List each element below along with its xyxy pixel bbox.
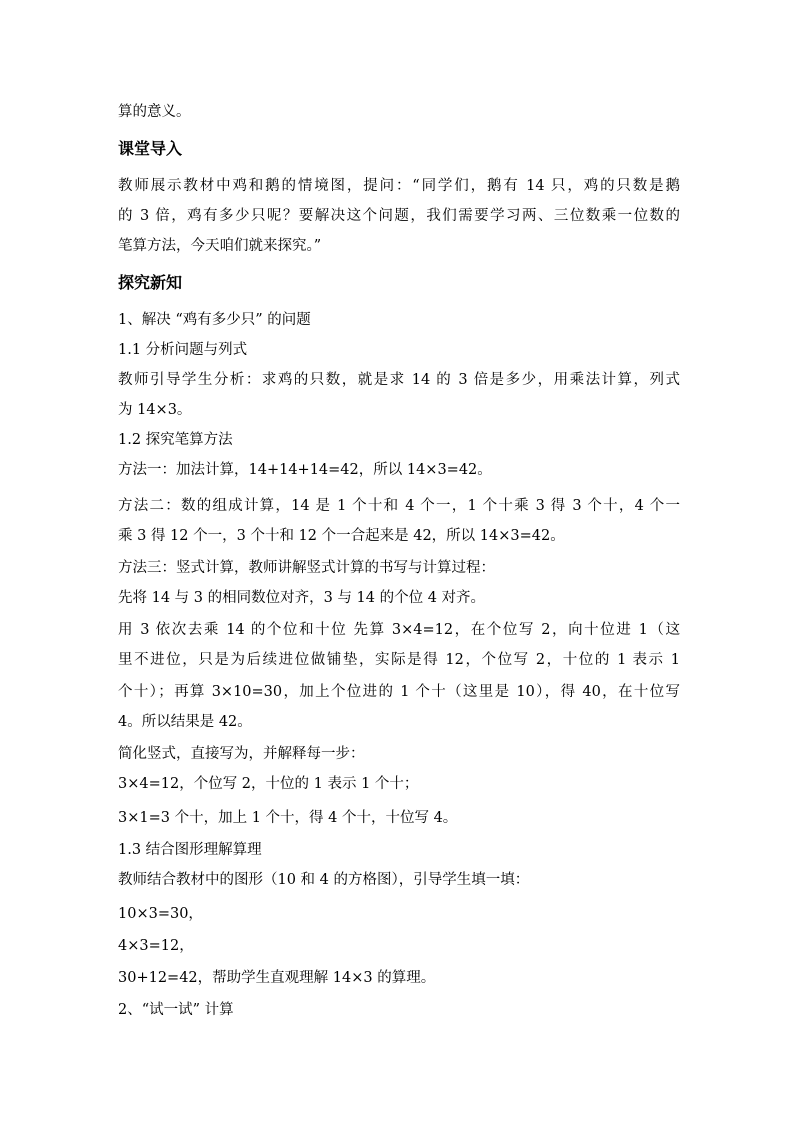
paragraph-line: 教师结合教材中的图形（10 和 4 的方格图），引导学生填一填： [118, 872, 530, 888]
paragraph-line: 4。所以结果是 42。 [118, 714, 252, 730]
paragraph-line: 的 3 倍，鸡有多少只呢？要解决这个问题，我们需要学习两、三位数乘一位数的 [118, 208, 680, 224]
paragraph-line: 先将 14 与 3 的相同数位对齐，3 与 14 的个位 4 对齐。 [118, 590, 486, 606]
text-line: 算的意义。 [118, 104, 191, 120]
subsection-heading: 2、“试一试” 计算 [118, 1002, 234, 1018]
paragraph-line: 个十）；再算 3×10=30，加上个位进的 1 个十（这里是 10），得 40，在十位写 [118, 684, 680, 700]
section-heading-explore: 探究新知 [118, 273, 183, 292]
subsection-heading: 1.3 结合图形理解算理 [118, 842, 262, 858]
paragraph-line: 简化竖式，直接写为，并解释每一步： [118, 746, 365, 762]
equation-line: 10×3=30， [118, 906, 203, 922]
section-heading-classroom-intro: 课堂导入 [118, 139, 183, 158]
method-line: 乘 3 得 12 个一，3 个十和 12 个一合起来是 42，所以 14×3=42。 [118, 528, 565, 544]
paragraph-line: 用 3 依次去乘 14 的个位和十位 先算 3×4=12，在个位写 2，向十位进 1（这 [118, 622, 680, 638]
paragraph-line: 3×4=12，个位写 2，十位的 1 表示 1 个十； [118, 776, 419, 792]
subsection-heading: 1.2 探究笔算方法 [118, 432, 233, 448]
paragraph-line: 教师引导学生分析：求鸡的只数，就是求 14 的 3 倍是多少，用乘法计算，列式 [118, 372, 680, 388]
equation-line: 30+12=42，帮助学生直观理解 14×3 的算理。 [118, 970, 436, 986]
paragraph-line: 笔算方法，今天咱们就来探究。” [118, 238, 322, 254]
method-line: 方法二：数的组成计算，14 是 1 个十和 4 个一，1 个十乘 3 得 3 个十，4 个一 [118, 498, 680, 514]
equation-line: 4×3=12， [118, 938, 194, 954]
paragraph-line: 教师展示教材中鸡和鹅的情境图，提问：“同学们，鹅有 14 只，鸡的只数是鹅 [118, 178, 680, 194]
subsection-heading: 1、解决 “鸡有多少只” 的问题 [118, 312, 311, 328]
method-line: 方法三：竖式计算，教师讲解竖式计算的书写与计算过程： [118, 560, 495, 576]
paragraph-line: 里不进位，只是为后续进位做铺垫，实际是得 12，个位写 2，十位的 1 表示 1 [118, 652, 680, 668]
paragraph-line: 3×1=3 个十，加上 1 个十，得 4 个十，十位写 4。 [118, 810, 458, 826]
subsection-heading: 1.1 分析问题与列式 [118, 342, 248, 358]
method-line: 方法一：加法计算，14+14+14=42，所以 14×3=42。 [118, 462, 492, 478]
paragraph-line: 为 14×3。 [118, 402, 192, 418]
